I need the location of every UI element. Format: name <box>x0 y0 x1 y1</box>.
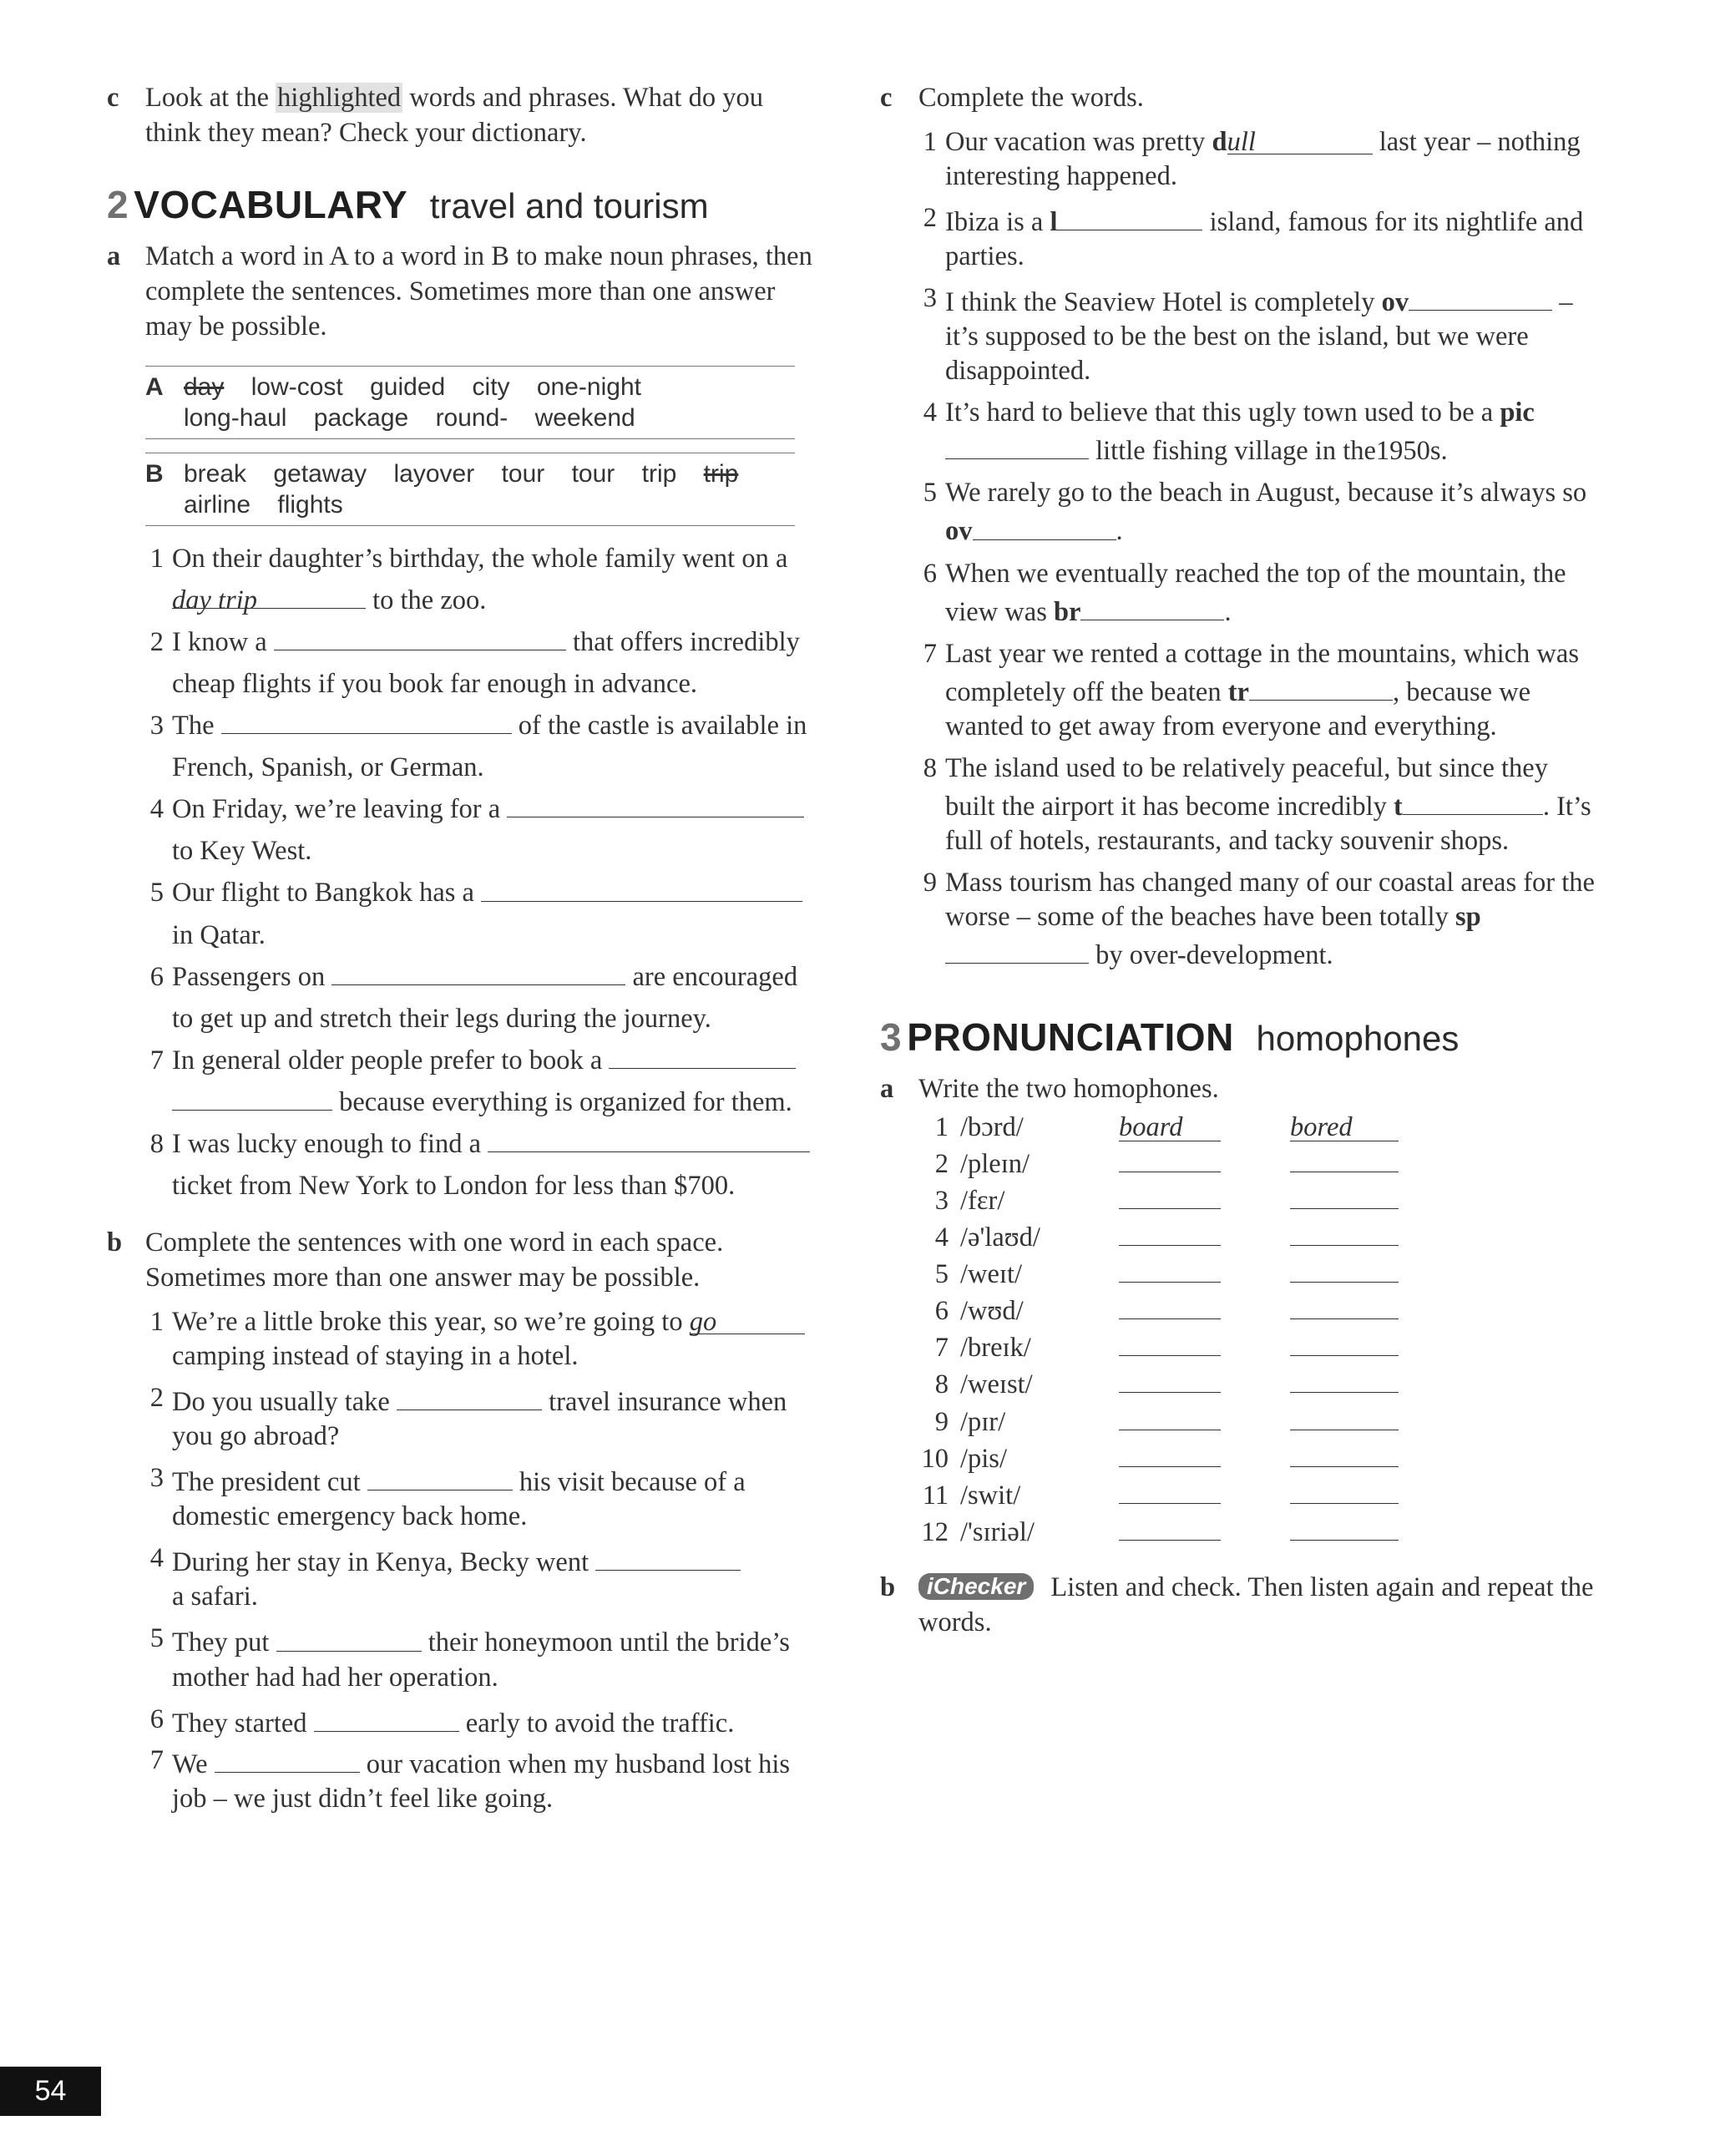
item-text: because everything is organized for them. <box>339 1086 792 1117</box>
section-number: 2 <box>107 183 129 226</box>
item-text: We rarely go to the beach in August, because it’s always so <box>945 478 1587 509</box>
homophone-row <box>918 1511 1399 1548</box>
ipa-transcription: /breɪk/ <box>960 1333 1031 1364</box>
answer-blank[interactable] <box>1227 125 1373 157</box>
ipa-transcription: /bɔrd/ <box>960 1111 1024 1142</box>
item-text: . <box>1116 516 1123 547</box>
task-text: Complete the sentences with one word in each space. Sometimes more than one answer may be possible. <box>145 1227 724 1293</box>
homophones-table-body <box>918 1106 1399 1548</box>
word-stem: t <box>1394 791 1403 822</box>
exercise-item <box>880 557 1598 630</box>
answer-blank[interactable] <box>274 621 566 650</box>
item-text: I think the Seaview Hotel is completely <box>945 287 1375 318</box>
answer-blank[interactable] <box>1249 671 1393 701</box>
homophone-cell <box>1290 1327 1399 1364</box>
item-text: our vacation when my husband lost his job – we just didn’t feel like going. <box>172 1749 791 1814</box>
homophones-table <box>918 1106 1399 1548</box>
homophone-row <box>918 1475 1399 1511</box>
word-chip: trip <box>703 460 739 488</box>
exercise-item <box>107 956 825 1040</box>
item-text: , because we wanted to get away from everyone and everything. <box>945 676 1531 741</box>
exercise-item <box>880 125 1598 194</box>
exercise-item <box>107 1040 825 1123</box>
section-number: 3 <box>880 1015 902 1059</box>
homophone-row <box>918 1253 1399 1290</box>
item-text: island, famous for its nightlife and parties. <box>945 207 1584 272</box>
answer-blank[interactable] <box>1119 1112 1221 1141</box>
right-column <box>880 80 1598 1640</box>
word-chip: layover <box>393 460 475 488</box>
exercise-item <box>107 1381 825 1454</box>
homophone-cell <box>1119 1253 1290 1290</box>
exercise-item <box>107 1622 825 1694</box>
homophone-row <box>918 1364 1399 1400</box>
answer-blank[interactable] <box>1119 1180 1221 1209</box>
item-number: 5 <box>923 478 937 509</box>
vocab-a-items <box>107 538 825 1207</box>
answer-blank[interactable] <box>1409 281 1552 311</box>
task-letter: b <box>880 1571 896 1602</box>
vocab-task-a <box>107 239 825 344</box>
word-chip: tour <box>501 460 545 488</box>
item-text: ticket from New York to London for less than $700. <box>172 1171 736 1201</box>
answer-blank[interactable] <box>1119 1511 1221 1541</box>
item-text: On Friday, we’re leaving for a <box>172 794 501 825</box>
exercise-item <box>107 872 825 955</box>
answer-blank[interactable] <box>276 1622 422 1651</box>
item-text: I was lucky enough to find a <box>172 1129 482 1159</box>
right-task-c <box>880 80 1598 115</box>
item-number: 2 <box>923 203 937 233</box>
answer-blank[interactable] <box>1403 786 1543 815</box>
item-text: are encouraged to get up and stretch their legs during the journey. <box>172 961 798 1034</box>
item-text: On their daughter’s birthday, the whole family went on a <box>172 544 788 574</box>
item-text: Our flight to Bangkok has a <box>172 878 474 908</box>
answer-blank[interactable] <box>367 1461 513 1490</box>
task-text: Write the two homophones. <box>918 1074 1219 1104</box>
homophone-cell <box>1119 1475 1290 1511</box>
task-text: Match a word in A to a word in B to make noun phrases, then complete the sentences. Sometimes more than one answer may be possible. <box>145 241 812 342</box>
word-chip: weekend <box>534 404 635 432</box>
item-number: 2 <box>149 1383 164 1413</box>
answer-blank[interactable] <box>1119 1143 1221 1172</box>
word-chip: round- <box>435 404 508 432</box>
answer-blank[interactable] <box>1290 1438 1399 1467</box>
item-text: to the zoo. <box>372 585 487 615</box>
answer-blank[interactable] <box>1290 1327 1399 1356</box>
item-text: The <box>172 711 215 741</box>
exercise-item <box>107 1703 825 1741</box>
answer-blank[interactable] <box>1290 1475 1399 1504</box>
item-number: 2 <box>149 627 164 657</box>
answer-blank[interactable] <box>1119 1400 1221 1430</box>
word-chip: tour <box>571 460 615 488</box>
answer-blank[interactable] <box>1057 201 1202 230</box>
homophone-row <box>918 1106 1399 1143</box>
page-number: 54 <box>0 2067 101 2116</box>
word-box-label: B <box>145 460 164 488</box>
answer-blank[interactable] <box>945 934 1089 964</box>
answer-blank[interactable] <box>397 1381 542 1410</box>
item-text: Our vacation was pretty <box>945 127 1206 157</box>
exercise-item <box>107 538 825 621</box>
item-text: camping instead of staying in a hotel. <box>172 1341 579 1371</box>
task-text: Look at the <box>145 83 270 113</box>
answer-blank[interactable] <box>609 1040 796 1069</box>
task-text: Listen and check. Then listen again and repeat the words. <box>918 1571 1594 1637</box>
vocab-task-b <box>107 1225 825 1295</box>
homophone-cell <box>1290 1217 1399 1253</box>
word-chip: flights <box>277 491 343 519</box>
item-text: When we eventually reached the top of the mountain, the view was <box>945 558 1566 627</box>
left-column <box>107 80 825 1816</box>
homophone-row <box>918 1400 1399 1437</box>
item-number: 5 <box>934 1259 949 1290</box>
item-text: last year – nothing interesting happened. <box>945 127 1581 191</box>
homophone-cell <box>1119 1143 1290 1180</box>
word-chip: long-haul <box>184 404 287 432</box>
item-text: Mass tourism has changed many of our coastal areas for the worse – some of the beaches have been totally <box>945 867 1595 932</box>
item-text: They started <box>172 1708 307 1738</box>
word-chip: airline <box>184 491 251 519</box>
section-subtitle: homophones <box>1256 1019 1460 1058</box>
task-letter: b <box>107 1227 123 1258</box>
exercise-item <box>107 1744 825 1816</box>
item-text: their honeymoon until the bride’s mother had had her operation. <box>172 1627 790 1693</box>
ipa-transcription: /pleɪn/ <box>960 1148 1030 1179</box>
exercise-item <box>880 201 1598 274</box>
task-letter: a <box>880 1074 894 1104</box>
ipa-transcription: /pɪr/ <box>960 1406 1006 1437</box>
homophone-row <box>918 1143 1399 1180</box>
ipa-transcription: /'sɪriəl/ <box>960 1516 1035 1547</box>
answer-blank[interactable] <box>1119 1327 1221 1356</box>
item-number: 3 <box>934 1185 949 1216</box>
homophone-cell <box>1119 1180 1290 1217</box>
exercise-item <box>880 752 1598 858</box>
item-text: In general older people prefer to book a <box>172 1045 603 1075</box>
item-text: Do you usually take <box>172 1387 390 1418</box>
word-box-b <box>145 453 795 526</box>
exercise-item <box>107 1461 825 1534</box>
item-number: 6 <box>923 558 937 589</box>
answer-blank[interactable] <box>172 579 366 615</box>
exercise-item <box>880 866 1598 973</box>
answer-blank[interactable] <box>221 705 512 734</box>
item-number: 6 <box>149 961 164 992</box>
item-number: 4 <box>149 1543 164 1574</box>
ipa-transcription: /swit/ <box>960 1480 1021 1511</box>
answer-blank[interactable] <box>488 1123 810 1152</box>
pronunciation-task-b <box>880 1570 1598 1640</box>
homophone-row <box>918 1180 1399 1217</box>
left-task-c <box>107 80 825 150</box>
item-number: 3 <box>149 1463 164 1494</box>
answer-blank[interactable] <box>1290 1112 1399 1141</box>
answer-blank[interactable] <box>945 430 1089 459</box>
ipa-transcription: /pis/ <box>960 1443 1007 1474</box>
section-heading-vocabulary <box>107 182 825 227</box>
item-number: 5 <box>149 1623 164 1654</box>
homophone-cell <box>1119 1364 1290 1400</box>
item-text: little fishing village in the1950s. <box>1095 436 1448 467</box>
item-number: 1 <box>923 127 937 157</box>
exercise-item <box>880 476 1598 549</box>
sample-answer: ull <box>1227 127 1256 157</box>
item-number: 3 <box>149 711 164 741</box>
answer-blank[interactable] <box>1290 1400 1399 1430</box>
ipa-transcription: /wʊd/ <box>960 1296 1024 1327</box>
complete-words-items <box>880 125 1598 973</box>
item-text: by over-development. <box>1095 940 1333 970</box>
exercise-item <box>107 1123 825 1207</box>
word-stem: pic <box>1500 397 1535 428</box>
word-chip: low-cost <box>250 373 343 401</box>
item-number: 5 <box>149 878 164 908</box>
exercise-item <box>880 281 1598 388</box>
exercise-item <box>107 621 825 705</box>
section-title: VOCABULARY <box>134 183 408 226</box>
task-letter: c <box>107 83 119 113</box>
item-text: Ibiza is a <box>945 207 1044 238</box>
answer-blank[interactable] <box>1290 1143 1399 1172</box>
item-number: 7 <box>934 1333 949 1364</box>
task-letter: c <box>880 83 893 113</box>
homophone-cell <box>1290 1511 1399 1548</box>
word-stem: tr <box>1227 676 1249 707</box>
item-number: 8 <box>923 752 937 783</box>
word-stem: ov <box>1381 287 1409 318</box>
answer-blank[interactable] <box>331 956 625 985</box>
item-text: The island used to be relatively peaceful, but since they built the airport it has become incredibly <box>945 752 1548 822</box>
word-chip: day <box>184 373 225 401</box>
answer-blank[interactable] <box>973 510 1116 539</box>
pronunciation-task-a <box>880 1071 1598 1106</box>
homophone-row <box>918 1327 1399 1364</box>
highlighted-word: highlighted <box>277 83 402 113</box>
item-number: 4 <box>934 1222 949 1253</box>
word-stem: br <box>1053 596 1081 627</box>
word-chip: package <box>313 404 409 432</box>
answer-blank[interactable] <box>689 1305 805 1337</box>
exercise-item <box>107 1305 825 1374</box>
item-number: 1 <box>934 1111 949 1142</box>
item-number: 7 <box>149 1744 164 1775</box>
homophone-cell <box>1290 1475 1399 1511</box>
homophone-cell <box>1290 1438 1399 1475</box>
section-heading-pronunciation <box>880 1015 1598 1060</box>
exercise-item <box>880 396 1598 468</box>
item-number: 1 <box>149 544 164 574</box>
homophone-cell <box>1290 1400 1399 1437</box>
item-number: 8 <box>934 1369 949 1400</box>
homophone-row <box>918 1438 1399 1475</box>
word-stem: l <box>1050 207 1058 238</box>
item-text: travel insurance when you go abroad? <box>172 1387 787 1452</box>
word-box-a <box>145 366 795 439</box>
answer-blank[interactable] <box>1290 1364 1399 1393</box>
item-text: . <box>1224 596 1232 627</box>
item-text: I know a <box>172 627 267 658</box>
answer-blank[interactable] <box>1080 591 1224 620</box>
word-chip: getaway <box>273 460 367 488</box>
answer-blank[interactable] <box>1119 1217 1221 1246</box>
item-text: During her stay in Kenya, Becky went <box>172 1547 589 1578</box>
item-number: 6 <box>149 1703 164 1734</box>
word-stem: sp <box>1455 901 1481 932</box>
exercise-item <box>107 1541 825 1614</box>
section-title: PRONUNCIATION <box>907 1015 1234 1059</box>
answer-blank[interactable] <box>1290 1290 1399 1319</box>
answer-blank[interactable] <box>1290 1511 1399 1541</box>
exercise-item <box>107 705 825 788</box>
answer-blank[interactable] <box>1119 1364 1221 1393</box>
vocab-b-items <box>107 1305 825 1816</box>
item-text: of the castle is available in French, Spanish, or German. <box>172 711 807 783</box>
homophone-answer: board <box>1119 1111 1183 1142</box>
item-text: his visit because of a domestic emergency back home. <box>172 1467 746 1532</box>
item-text: Passengers on <box>172 961 326 992</box>
homophone-row <box>918 1217 1399 1253</box>
item-number: 9 <box>934 1406 949 1437</box>
homophone-cell <box>1119 1217 1290 1253</box>
item-number: 7 <box>923 638 937 669</box>
item-text: We <box>172 1749 208 1779</box>
homophone-cell <box>1290 1180 1399 1217</box>
item-text: that offers incredibly cheap flights if you book far enough in advance. <box>172 627 800 700</box>
answer-blank[interactable] <box>481 872 802 901</box>
homophone-cell <box>1290 1364 1399 1400</box>
item-text: Last year we rented a cottage in the mountains, which was completely off the beaten <box>945 638 1579 707</box>
word-chip: break <box>184 460 247 488</box>
word-chip: trip <box>641 460 677 488</box>
homophone-cell <box>1290 1290 1399 1327</box>
item-text: It’s hard to believe that this ugly town used to be a <box>945 397 1494 428</box>
answer-blank[interactable] <box>1290 1217 1399 1246</box>
homophone-row <box>918 1290 1399 1327</box>
item-text: early to avoid the traffic. <box>465 1708 735 1738</box>
answer-blank[interactable] <box>507 788 804 817</box>
item-number: 4 <box>923 397 937 428</box>
homophone-cell <box>1290 1106 1399 1143</box>
answer-blank[interactable] <box>172 1081 332 1111</box>
item-text: The president cut <box>172 1467 361 1498</box>
item-number: 7 <box>149 1045 164 1075</box>
homophone-cell <box>1290 1143 1399 1180</box>
ipa-transcription: /weɪt/ <box>960 1259 1023 1290</box>
task-letter: a <box>107 241 121 271</box>
item-text: in Qatar. <box>172 919 266 950</box>
sample-answer: go <box>689 1307 717 1337</box>
answer-blank[interactable] <box>1119 1475 1221 1504</box>
item-number: 10 <box>921 1443 949 1474</box>
item-text: a safari. <box>172 1582 258 1612</box>
item-number: 8 <box>149 1128 164 1159</box>
homophone-answer: bored <box>1290 1111 1353 1142</box>
homophone-cell <box>1119 1511 1290 1548</box>
ichecker-badge[interactable]: iChecker <box>918 1573 1034 1600</box>
item-text: They put <box>172 1627 270 1658</box>
word-box-label: A <box>145 373 164 401</box>
task-text: Complete the words. <box>918 83 1144 113</box>
item-number: 12 <box>921 1516 949 1547</box>
answer-blank[interactable] <box>595 1541 741 1571</box>
exercise-item <box>107 788 825 872</box>
item-number: 11 <box>922 1480 949 1511</box>
word-chip: one-night <box>536 373 641 401</box>
task-text: words and phrases. What do you think they mean? Check your dictionary. <box>145 83 763 148</box>
ipa-transcription: /ə'laʊd/ <box>960 1222 1040 1253</box>
item-text: We’re a little broke this year, so we’re going to <box>172 1307 683 1337</box>
answer-blank[interactable] <box>1119 1438 1221 1467</box>
homophone-cell <box>1290 1253 1399 1290</box>
item-number: 6 <box>934 1296 949 1327</box>
item-number: 3 <box>923 283 937 314</box>
answer-blank[interactable] <box>215 1744 360 1773</box>
exercise-item <box>880 637 1598 744</box>
section-subtitle: travel and tourism <box>429 186 709 225</box>
word-chip: guided <box>370 373 446 401</box>
item-text: – it’s supposed to be the best on the island, but we were disappointed. <box>945 287 1573 387</box>
word-stem: ov <box>945 516 973 547</box>
sample-answer: day trip <box>172 585 258 615</box>
homophone-cell <box>1119 1327 1290 1364</box>
word-stem: d <box>1212 127 1227 157</box>
answer-blank[interactable] <box>1290 1180 1399 1209</box>
word-chip: city <box>472 373 510 401</box>
homophone-cell <box>1119 1290 1290 1327</box>
ipa-transcription: /fɛr/ <box>960 1185 1005 1216</box>
item-number: 1 <box>149 1307 164 1337</box>
ipa-transcription: /weɪst/ <box>960 1369 1033 1400</box>
answer-blank[interactable] <box>1119 1290 1221 1319</box>
homophone-cell <box>1119 1400 1290 1437</box>
answer-blank[interactable] <box>314 1703 459 1732</box>
item-number: 9 <box>923 867 937 898</box>
item-number: 2 <box>934 1148 949 1179</box>
item-number: 4 <box>149 794 164 825</box>
answer-blank[interactable] <box>1119 1253 1221 1283</box>
homophone-cell <box>1119 1438 1290 1475</box>
item-text: to Key West. <box>172 836 312 867</box>
answer-blank[interactable] <box>1290 1253 1399 1283</box>
item-text: . It’s full of hotels, restaurants, and tacky souvenir shops. <box>945 791 1591 856</box>
homophone-cell <box>1119 1106 1290 1143</box>
